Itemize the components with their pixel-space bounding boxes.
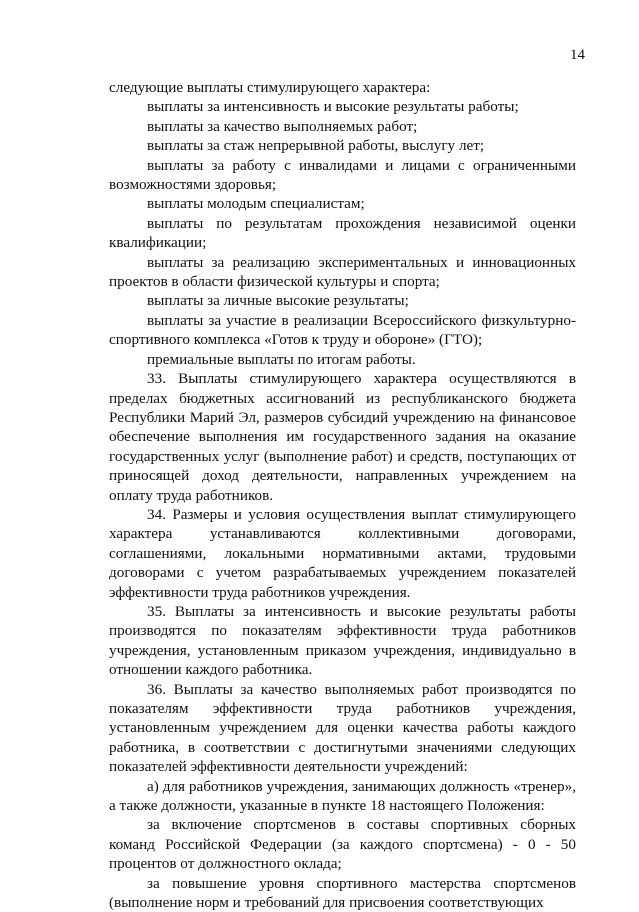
paragraph: 34. Размеры и условия осуществления выплат стимулирующего характера устанавливаются коллективными договорами, соглашениями, локальными нормативными актами, трудовыми договорами с учетом разрабатываемых учреждением показателей эффективности труда работников учреждения. [109,505,576,601]
paragraph: 36. Выплаты за качество выполняемых работ производятся по показателям эффективности труда работников учреждения, установленным учреждением для оценки качества работы каждого работника, в соответствии с достигнутыми значениями следующих показателей эффективности деятельности учреждений: [109,680,576,776]
paragraph: выплаты молодым специалистам; [147,195,365,213]
paragraph: следующие выплаты стимулирующего характера: [109,79,431,96]
paragraph: премиальные выплаты по итогам работы. [147,350,416,368]
paragraph: выплаты за участие в реализации Всероссийского физкультурно-спортивного комплекса «Готов к труду и обороне» (ГТО); [109,311,576,349]
paragraph: выплаты за реализацию экспериментальных и инновационных проектов в области физической культуры и спорта; [109,253,576,291]
paragraph: выплаты по результатам прохождения независимой оценки квалификации; [109,214,576,252]
paragraph: за включение спортсменов в составы спортивных сборных команд Российской Федерации (за каждого спортсмена) - 0 - 50 процентов от должностного оклада; [109,816,576,873]
paragraph: 33. Выплаты стимулирующего характера осуществляются в пределах бюджетных ассигнований из республиканского бюджета Республики Марий Эл, размеров субсидий учреждению на финансовое обеспечение выполнения им государственного задания на оказание государственных услуг (выполнение работ) и средств, поступающих от приносящей доход деятельности, направленных учреждением на оплату труда работников. [109,370,576,504]
paragraph: за повышение уровня спортивного мастерства спортсменов (выполнение норм и требований для присвоения соответствующих [109,874,576,912]
paragraph: 35. Выплаты за интенсивность и высокие результаты работы производятся по показателям эффективности труда работников учреждения, установленным приказом учреждения, индивидуально в отношении каждого работника. [109,602,576,679]
paragraph: выплаты за интенсивность и высокие результаты работы; [147,98,519,116]
paragraph: выплаты за работу с инвалидами и лицами с ограниченными возможностями здоровья; [109,156,576,194]
paragraph: выплаты за личные высокие результаты; [147,292,409,310]
paragraph: а) для работников учреждения, занимающих должность «тренер», а также должности, указанные в пункте 18 настоящего Положения: [109,777,576,815]
paragraph: выплаты за стаж непрерывной работы, выслугу лет; [147,137,485,155]
page-number: 14 [570,47,585,63]
paragraph: выплаты за качество выполняемых работ; [147,117,418,135]
document-body [109,78,576,912]
